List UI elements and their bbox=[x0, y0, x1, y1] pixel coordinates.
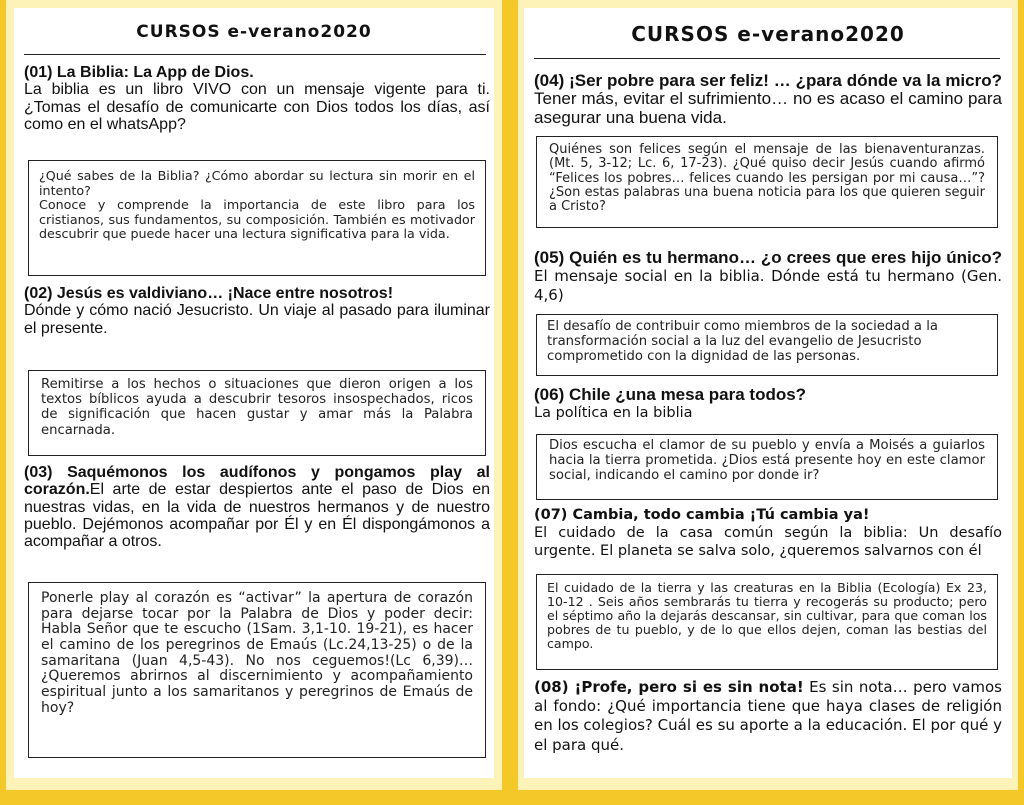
page-title: CURSOS e-verano2020 bbox=[631, 22, 905, 46]
course-04 bbox=[534, 72, 1002, 127]
course-06-box: Dios escucha el clamor de su pueblo y envía a Moisés a guiarlos hacia la tierra prometida. ¿Dios está presente hoy en este clamor social, indicando el camino por donde ir? bbox=[536, 434, 998, 500]
course-03-title: (03) Saquémonos los audífonos y pongamos play al corazón. bbox=[24, 464, 490, 499]
course-05-box: El desafío de contribuir como miembros de la sociedad a la transformación social a la luz del evangelio de Jesucristo comprometido con la dignidad de las personas. bbox=[536, 314, 998, 376]
course-01-title: (01) La Biblia: La App de Dios. bbox=[24, 64, 254, 81]
course-01 bbox=[24, 64, 490, 133]
course-03-description: El arte de estar despiertos ante el paso de Dios en nuestras vidas, en la vida de nuestros hermanos y de nuestro pueblo. Dejémonos acompañar por Él y en Él dispongámonos a acompañar a otros. bbox=[24, 481, 490, 551]
course-07 bbox=[534, 506, 1002, 560]
page-title: CURSOS e-verano2020 bbox=[136, 22, 372, 42]
course-02-description: Dónde y cómo nació Jesucristo. Un viaje al pasado para iluminar el presente. bbox=[24, 302, 490, 337]
course-06-description: La política en la biblia bbox=[534, 405, 693, 422]
course-08-title: (08) ¡Profe, pero si es sin nota! bbox=[534, 678, 804, 696]
course-08-description: Es sin nota… pero vamos al fondo: ¿Qué importancia tiene que haya clases de religión en los colegios? Cuál es su aporte a la educación. El por qué y el para qué. bbox=[534, 678, 1002, 754]
left-page bbox=[14, 8, 494, 778]
course-07-box: El cuidado de la tierra y las creaturas en la Biblia (Ecología) Ex 23, 10-12 . Seis años sembrarás tu tierra y recogerás su producto; pero el séptimo año la dejarás descansar, sin cultivar, para que coman los pobres de tu pueblo, y de lo que ellos dejen, coman las bestias del campo. bbox=[536, 574, 998, 670]
course-05 bbox=[534, 249, 1002, 304]
right-page bbox=[524, 8, 1012, 778]
course-02-title: (02) Jesús es valdiviano… ¡Nace entre nosotros! bbox=[24, 285, 394, 302]
course-04-box: Quiénes son felices según el mensaje de las bienaventuranzas. (Mt. 5, 3-12; Lc. 6, 17-23). ¿Qué quiso decir Jesús cuando afirmó “Felices los pobres… felices cuando les persigan por mi causa…”? ¿Son estas palabras una buena noticia para los que quieren seguir a Cristo? bbox=[536, 136, 998, 228]
course-06 bbox=[534, 386, 1002, 422]
course-01-box: ¿Qué sabes de la Biblia? ¿Cómo abordar su lectura sin morir en el intento? Conoce y comprende la importancia de este libro para los cristianos, sus fundamentos, su composición. También es motivador descubrir que puede hacer una lectura significativa para la vida. bbox=[28, 160, 486, 276]
course-07-title: (07) Cambia, todo cambia ¡Tú cambia ya! bbox=[534, 507, 870, 523]
course-06-title: (06) Chile ¿una mesa para todos? bbox=[534, 385, 807, 404]
course-04-description: Tener más, evitar el sufrimiento… no es acaso el camino para asegurar una buena vida. bbox=[534, 89, 1002, 127]
title-divider bbox=[534, 58, 1000, 59]
course-03-box: Ponerle play al corazón es “activar” la apertura de corazón para dejarse tocar por la Palabra de Dios y poder decir: Habla Señor que te escucho (1Sam. 3,1-10. 19-21), es hacer el camino de los peregrinos de Emaús (Lc.24,13-25) o de la samaritana (Juan 4,5-43). No nos ceguemos!(Lc 6,39)… ¿Queremos abrirnos al discernimiento y acompañamiento espiritual junto a los samaritanos y peregrinos de Emaús de hoy? bbox=[28, 582, 486, 758]
course-02 bbox=[24, 285, 490, 337]
course-03 bbox=[24, 464, 490, 550]
title-divider bbox=[24, 54, 486, 55]
course-07-description: El cuidado de la casa común según la biblia: Un desafío urgente. El planeta se salva solo, ¿queremos salvarnos con él bbox=[534, 525, 1002, 560]
course-05-description: El mensaje social en la biblia. Dónde está tu hermano (Gen. 4,6) bbox=[534, 267, 1002, 304]
course-02-box: Remitirse a los hechos o situaciones que dieron origen a los textos bíblicos ayuda a descubrir tesoros insospechados, ricos de significación que hacen gustar y amar más la Palabra encarnada. bbox=[28, 370, 486, 456]
course-04-title: (04) ¡Ser pobre para ser feliz! … ¿para dónde va la micro? bbox=[534, 71, 1002, 90]
course-01-description: La biblia es un libro VIVO con un mensaje vigente para ti. ¿Tomas el desafío de comunicarte con Dios todos los días, así como en el whatsApp? bbox=[24, 81, 490, 133]
course-08 bbox=[534, 678, 1002, 755]
course-05-title: (05) Quién es tu hermano… ¿o crees que eres hijo único? bbox=[534, 248, 1002, 267]
